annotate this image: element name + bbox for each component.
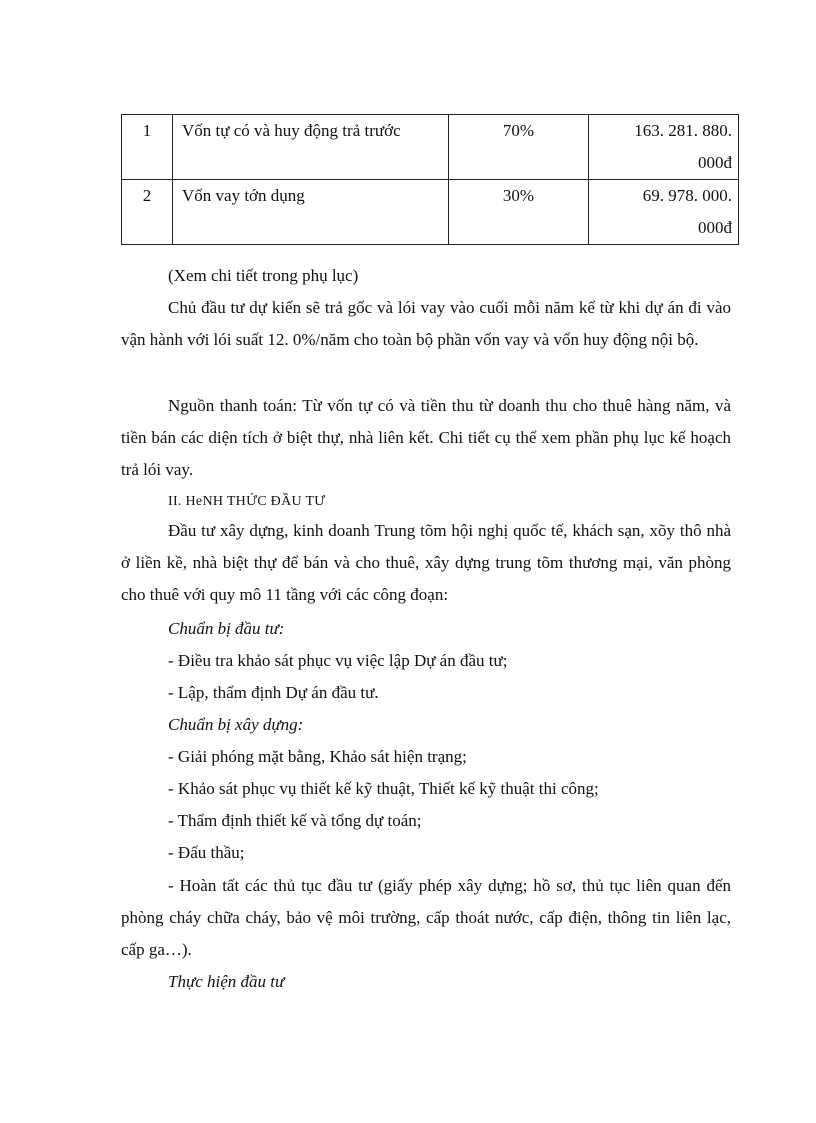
row-number: 2 [122, 180, 173, 245]
funding-source-name: Vốn vay tớn dụng [173, 180, 449, 245]
funding-source-name: Vốn tự có và huy động trả trước [173, 115, 449, 180]
row-number: 1 [122, 115, 173, 180]
phase-implementation-title: Thực hiện đầu tư [168, 972, 285, 991]
repayment-paragraph: Chủ đầu tư dự kiến sẽ trả gốc và lói vay vào cuối mỗi năm kể từ khi dự án đi vào vận hành với lói suất 12. 0%/năm cho toàn bộ phần vốn vay và vốn huy động nội bộ. [121, 298, 731, 349]
list-item: - Đấu thầu; [168, 843, 245, 862]
funding-amount [589, 180, 739, 245]
phase-preparation-title: Chuẩn bị đầu tư: [168, 619, 285, 638]
amount-line-2: 000đ [698, 218, 732, 237]
section-heading: II. HeNH THỨC ĐẦU TƯ [168, 494, 326, 509]
list-item: - Lập, thẩm định Dự án đầu tư. [168, 683, 379, 702]
investment-paragraph: Đầu tư xây dựng, kinh doanh Trung tõm hội nghị quốc tế, khách sạn, xõy thô nhà ở liền kề, nhà biệt thự để bán và cho thuê, xây dựng trung tõm thương mại, văn phòng cho thuê với quy mô 11 tầng với các công đoạn: [121, 521, 731, 604]
table-row [122, 115, 739, 180]
funding-percent: 70% [449, 115, 589, 180]
list-item: - Giải phóng mặt bằng, Khảo sát hiện trạng; [168, 747, 467, 766]
see-details-note: (Xem chi tiết trong phụ lục) [168, 266, 359, 285]
funding-percent: 30% [449, 180, 589, 245]
table-row [122, 180, 739, 245]
list-item: - Thẩm định thiết kế và tổng dự toán; [168, 811, 422, 830]
amount-line-2: 000đ [698, 153, 732, 172]
completion-paragraph: - Hoàn tất các thủ tục đầu tư (giấy phép xây dựng; hồ sơ, thủ tục liên quan đến phòng cháy chữa cháy, bảo vệ môi trường, cấp thoát nước, cấp điện, thông tin liên lạc, cấp ga…). [121, 876, 731, 959]
funding-amount [589, 115, 739, 180]
phase-construction-prep-title: Chuẩn bị xây dựng: [168, 715, 304, 734]
funding-sources-table [121, 114, 739, 245]
payment-source-paragraph: Nguồn thanh toán: Từ vốn tự có và tiền thu từ doanh thu cho thuê hàng năm, và tiền bán các diện tích ở biệt thự, nhà liên kết. Chi tiết cụ thể xem phần phụ lục kế hoạch trả lói vay. [121, 396, 731, 479]
list-item: - Khảo sát phục vụ thiết kế kỹ thuật, Thiết kế kỹ thuật thi công; [168, 779, 599, 798]
list-item: - Điều tra khảo sát phục vụ việc lập Dự án đầu tư; [168, 651, 508, 670]
amount-line-1: 69. 978. 000. [642, 186, 732, 205]
amount-line-1: 163. 281. 880. [634, 121, 732, 140]
